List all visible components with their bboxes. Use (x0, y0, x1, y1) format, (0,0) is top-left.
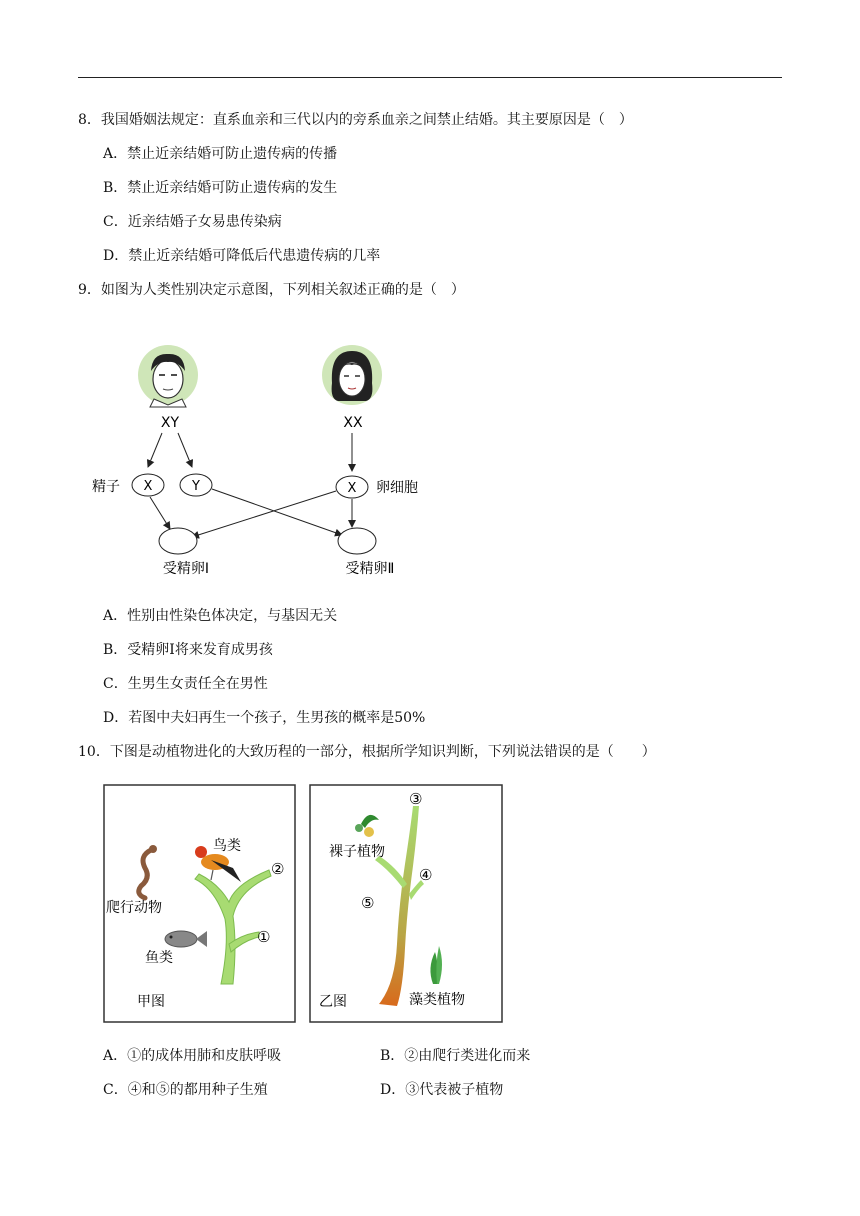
question-10-option-a[interactable]: A．①的成体用肺和皮肤呼吸 (103, 1048, 282, 1064)
egg-x-symbol: X (347, 481, 357, 496)
question-10-option-b[interactable]: B．②由爬行类进化而来 (380, 1048, 531, 1064)
mother-portrait (322, 345, 382, 405)
question-9-option-b[interactable]: B．受精卵Ⅰ将来发育成男孩 (103, 642, 273, 658)
question-8-option-a[interactable]: A．禁止近亲结婚可防止遗传病的传播 (103, 146, 338, 162)
animal-evolution-panel (103, 784, 296, 1024)
sex-determination-diagram (80, 335, 450, 585)
egg-label: 卵细胞 (376, 480, 418, 496)
marker-1: ① (257, 928, 271, 946)
question-8-option-b[interactable]: B．禁止近亲结婚可防止遗传病的发生 (103, 180, 338, 196)
question-9-stem: 9．如图为人类性别决定示意图，下列相关叙述正确的是（ ） (78, 282, 465, 298)
question-10-option-d[interactable]: D．③代表被子植物 (380, 1082, 504, 1098)
question-8-stem: 8．我国婚姻法规定：直系血亲和三代以内的旁系血亲之间禁止结婚。其主要原因是（ ） (78, 112, 633, 128)
question-10-stem: 10．下图是动植物进化的大致历程的一部分，根据所学知识判断，下列说法错误的是（ ） (78, 744, 656, 760)
panel-a-caption: 甲图 (137, 994, 165, 1010)
bird-label: 鸟类 (213, 838, 241, 854)
mother-genotype: XX (343, 415, 363, 431)
panel-b-caption: 乙图 (319, 994, 347, 1010)
zygote-2-cell (338, 528, 376, 554)
marker-2: ② (271, 860, 285, 878)
question-9-option-d[interactable]: D．若图中夫妇再生一个孩子，生男孩的概率是50% (103, 710, 426, 726)
reptile-label: 爬行动物 (106, 900, 162, 916)
question-10-option-c[interactable]: C．④和⑤的都用种子生殖 (103, 1082, 268, 1098)
question-8-option-d[interactable]: D．禁止近亲结婚可降低后代患遗传病的几率 (103, 248, 381, 264)
plant-evolution-panel (309, 784, 503, 1024)
sperm-y-symbol: Y (192, 479, 200, 494)
father-portrait (138, 345, 198, 407)
father-genotype: XY (160, 415, 180, 431)
fish-label: 鱼类 (145, 950, 173, 966)
sperm-label: 精子 (92, 479, 120, 495)
marker-5: ⑤ (361, 894, 375, 912)
gymnosperm-label: 裸子植物 (329, 844, 385, 860)
zygote-1-label: 受精卵Ⅰ (162, 561, 210, 577)
marker-4: ④ (419, 866, 433, 884)
zygote-1-cell (159, 528, 197, 554)
header-rule (78, 77, 782, 78)
question-9-option-c[interactable]: C．生男生女责任全在男性 (103, 676, 268, 692)
question-8-option-c[interactable]: C．近亲结婚子女易患传染病 (103, 214, 282, 230)
zygote-2-label: 受精卵Ⅱ (345, 561, 395, 577)
algae-label: 藻类植物 (409, 992, 465, 1008)
marker-3: ③ (409, 790, 423, 808)
sperm-x-symbol: X (143, 479, 153, 494)
question-9-option-a[interactable]: A．性别由性染色体决定，与基因无关 (103, 608, 338, 624)
